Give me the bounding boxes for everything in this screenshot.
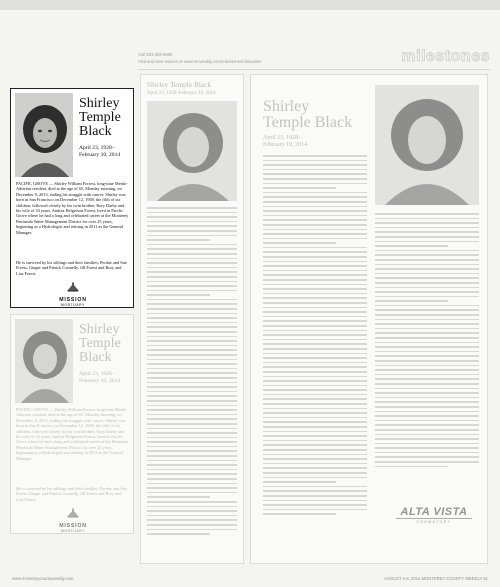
feature-dates-line2: February 10, 2014 — [263, 142, 308, 148]
mission-mortuary-logo-faded — [51, 505, 95, 533]
top-strip — [0, 0, 500, 10]
deceased-name-line3: Black — [79, 124, 112, 139]
deceased-name-line2: Temple — [79, 110, 121, 125]
call-line: Call 831-394-5656 — [138, 52, 173, 57]
portrait-image — [15, 93, 73, 177]
obituary-paragraph-faded: PACIFIC GROVE — Shirley William Forrest, long-time Menlo-Atherton resident, died at the age of 65, Monday morning, on December 9, 2013, ending his struggle with cancer. Shirley was born in San Francisco on December 12, 1949, the fifth of six children, followed closely by his twin brother, Rory Darby and his wife of 34 years, Andrea Helgerson Forest, lived in Pacific Grove where he had a long and celebrated career at the Monterey Peninsula Water Management District for over 25 years, beginning as a Hydrologist and retiring in 2011 as the General Manager. — [16, 407, 129, 461]
mortuary-emblem-icon-faded — [65, 508, 81, 518]
obituary-card-main — [10, 88, 134, 308]
alta-vista-name: ALTA VISTA — [400, 506, 468, 518]
obituary-feature-card — [250, 74, 488, 564]
survivors-paragraph: He is survived by his siblings and their families, Perdue and Sue Forest, Ginger and Patrick Connelly, Jill Forest and Rory and Lisa Forest. — [16, 260, 127, 276]
header-rule — [138, 69, 490, 70]
portrait-photo-middle — [147, 101, 237, 201]
life-dates-line2: February 10, 2014 — [79, 152, 121, 158]
feature-text-column-right — [375, 213, 479, 470]
mission-mortuary-logo — [51, 279, 95, 307]
life-dates-line1-faded: April 23, 1928– — [79, 371, 115, 377]
mortuary-name-line2-faded: MORTUARY — [60, 529, 86, 533]
survivors-paragraph-faded: He is survived by his siblings and their families, Perdue and Sue Forest, Ginger and Patrick Connelly, Jill Forest and Rory and Lisa Forest. — [16, 486, 127, 502]
footer-issue-info: AUGUST 2-8, 2014 MONTEREY COUNTY WEEKLY 51 — [384, 576, 488, 581]
portrait-image-faded — [15, 319, 73, 403]
mortuary-emblem-icon — [65, 282, 81, 292]
feature-dates-line1: April 23, 1928– — [263, 135, 302, 141]
portrait-photo-faded — [15, 319, 73, 403]
section-title: milestones — [401, 48, 490, 65]
life-dates-line2-faded: February 10, 2014 — [79, 378, 121, 384]
deceased-name-line1-faded: Shirley — [79, 322, 120, 337]
obituary-column-middle — [140, 74, 244, 564]
mortuary-name-line1-faded: MISSION — [59, 523, 87, 529]
feature-text-column-left — [263, 155, 367, 518]
portrait-image-middle — [147, 101, 237, 201]
deceased-name-line3-faded: Black — [79, 350, 112, 365]
middle-column-text — [147, 207, 237, 538]
obituary-card-faded — [10, 314, 134, 534]
portrait-photo-feature — [375, 85, 479, 205]
mortuary-name-line1: MISSION — [59, 297, 87, 303]
alta-vista-subtitle: CREMATORY — [396, 518, 472, 524]
feature-name-line1: Shirley — [263, 98, 310, 115]
footer-website: www.montereycountyweekly.com — [12, 576, 74, 581]
visit-line: Visit and view notices at www.mcweekly.com/milestones/obituaries — [138, 59, 262, 64]
mortuary-name-line2: MORTUARY — [60, 303, 86, 307]
portrait-image-feature — [375, 85, 479, 205]
obituary-paragraph: PACIFIC GROVE — Shirley William Forrest, long-time Menlo-Atherton resident, died at the age of 65, Monday morning, on December 9, 2013, ending his struggle with cancer. Shirley was born in San Francisco on December 12, 1949, the fifth of six children, followed closely by his twin brother, Rory Darby and his wife of 34 years, Andrea Helgerson Forest, lived in Pacific Grove where he had a long and celebrated career at the Monterey Peninsula Water Management District for over 25 years, beginning as a Hydrologist and retiring in 2011 as the General Manager. — [16, 181, 129, 235]
middle-title: Shirley Temple Black — [147, 80, 212, 89]
life-dates-line1: April 23, 1928– — [79, 145, 115, 151]
deceased-name-line1: Shirley — [79, 96, 120, 111]
middle-dates: April 23, 1928–February 10, 2014 — [147, 91, 216, 96]
deceased-name-line2-faded: Temple — [79, 336, 121, 351]
portrait-photo — [15, 93, 73, 177]
alta-vista-logo — [386, 506, 482, 524]
feature-name-line2: Temple Black — [263, 114, 353, 131]
